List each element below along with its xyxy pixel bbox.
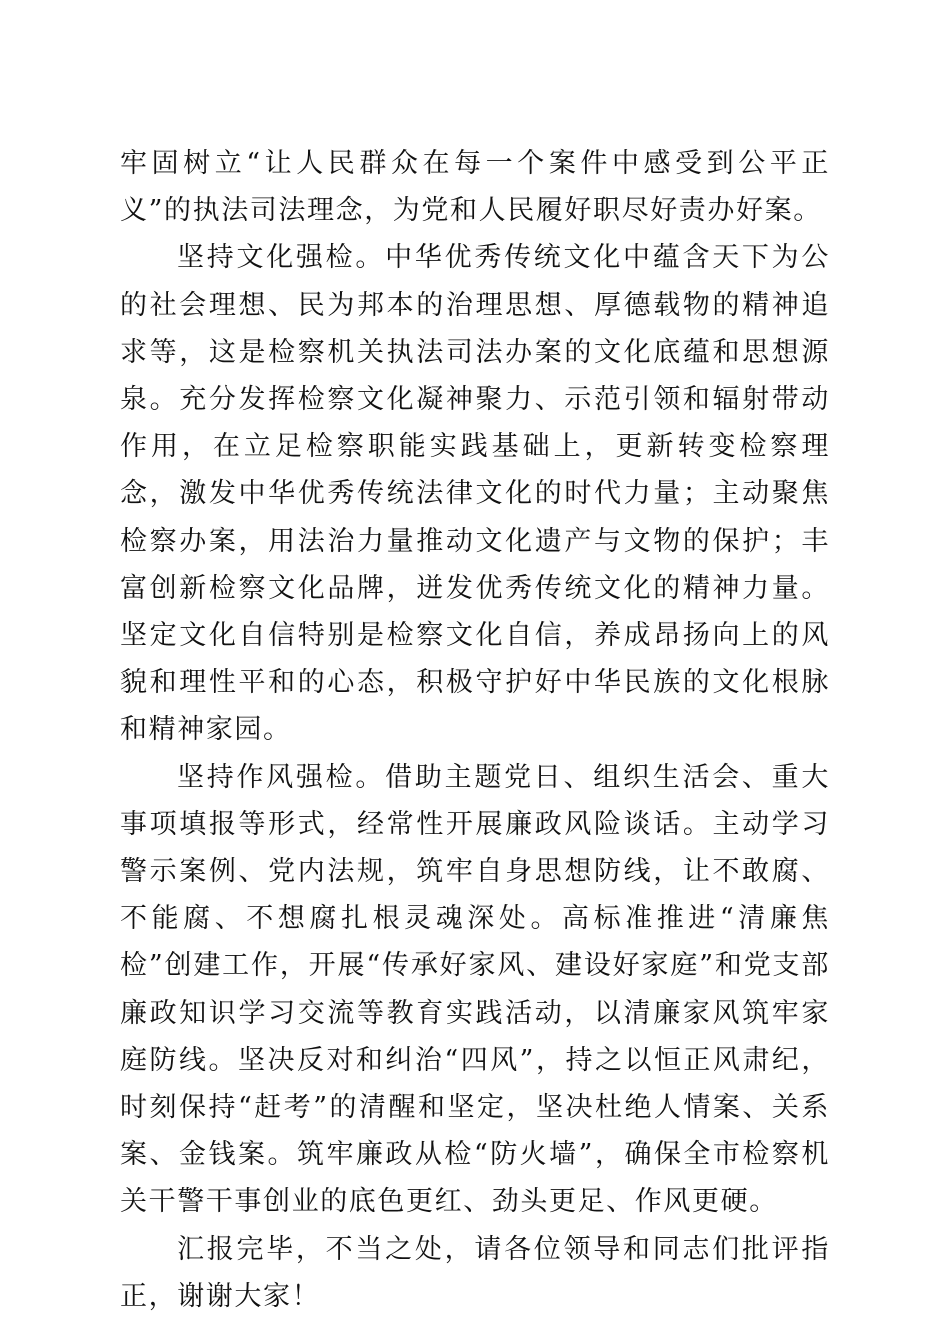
- paragraph-cultural-strength: 坚持文化强检。中华优秀传统文化中蕴含天下为公的社会理想、民为邦本的治理思想、厚德载物的精神追求等，这是检察机关执法司法办案的文化底蕴和思想源泉。充分发挥检察文化凝神聚力、示范引领和辐射带动作用，在立足检察职能实践基础上，更新转变检察理念，激发中华优秀传统法律文化的时代力量；主动聚焦检察办案，用法治力量推动文化遗产与文物的保护；丰富创新检察文化品牌，迸发优秀传统文化的精神力量。坚定文化自信特别是检察文化自信，养成昂扬向上的风貌和理性平和的心态，积极守护好中华民族的文化根脉和精神家园。: [120, 242, 830, 746]
- document-body: [120, 140, 830, 1320]
- paragraph-continuation: 牢固树立“让人民群众在每一个案件中感受到公平正义”的执法司法理念，为党和人民履好职尽好责办好案。: [120, 148, 830, 227]
- paragraph-closing: 汇报完毕，不当之处，请各位领导和同志们批评指正，谢谢大家！: [120, 1233, 830, 1312]
- paragraph-conduct-strength: 坚持作风强检。借助主题党日、组织生活会、重大事项填报等形式，经常性开展廉政风险谈话。主动学习警示案例、党内法规，筑牢自身思想防线，让不敢腐、不能腐、不想腐扎根灵魂深处。高标准推进“清廉焦检”创建工作，开展“传承好家风、建设好家庭”和党支部廉政知识学习交流等教育实践活动，以清廉家风筑牢家庭防线。坚决反对和纠治“四风”，持之以恒正风肃纪，时刻保持“赶考”的清醒和坚定，坚决杜绝人情案、关系案、金钱案。筑牢廉政从检“防火墙”，确保全市检察机关干警干事创业的底色更红、劲头更足、作风更硬。: [120, 761, 830, 1218]
